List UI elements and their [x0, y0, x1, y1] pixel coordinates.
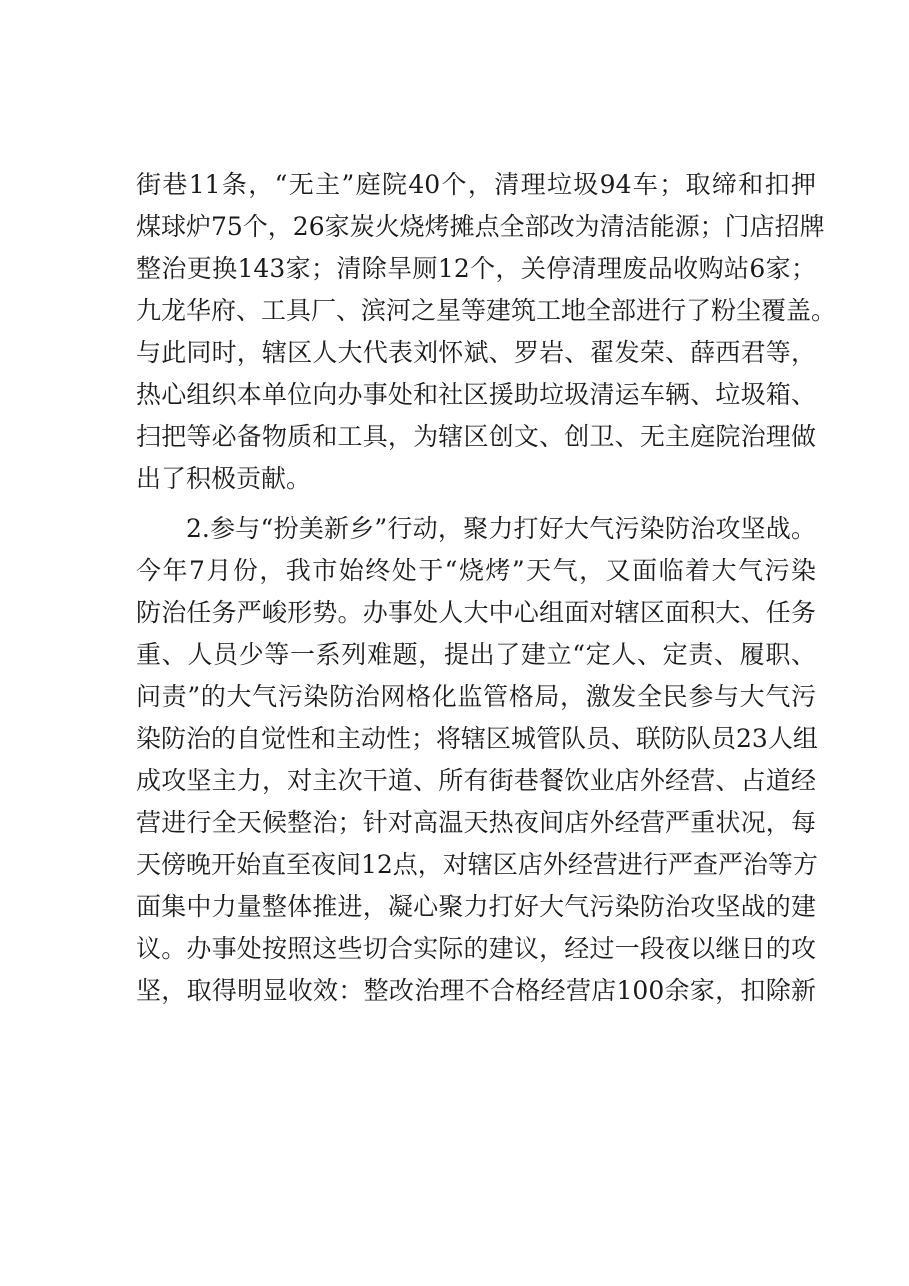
- text-line: 营进行全天候整治；针对高温天热夜间店外经营严重状况，每: [136, 808, 816, 837]
- text-line: 重、人员少等一系列难题，提出了建立“定人、定责、履职、: [136, 640, 816, 669]
- text-line: 坚，取得明显收效：整改治理不合格经营店100余家，扣除新: [136, 976, 816, 1005]
- text-line: 议。办事处按照这些切合实际的建议，经过一段夜以继日的攻: [136, 934, 816, 963]
- text-line: 今年7月份，我市始终处于“烧烤”天气，又面临着大气污染: [136, 556, 816, 585]
- text-line: 问责”的大气污染防治网格化监管格局，激发全民参与大气污: [136, 682, 816, 711]
- paragraph-2: [136, 508, 816, 1012]
- paragraph-1: [136, 164, 837, 500]
- text-line: 整治更换143家；清除旱厕12个，关停清理废品收购站6家；: [136, 254, 816, 283]
- text-line: 染防治的自觉性和主动性；将辖区城管队员、联防队员23人组: [136, 724, 818, 753]
- text-line: 煤球炉75个，26家炭火烧烤摊点全部改为清洁能源；门店招牌: [136, 212, 825, 241]
- body-text: [136, 164, 837, 1012]
- text-line: 九龙华府、工具厂、滨河之星等建筑工地全部进行了粉尘覆盖。: [136, 296, 837, 325]
- text-line: 面集中力量整体推进，凝心聚力打好大气污染防治攻坚战的建: [136, 892, 816, 921]
- text-line: 天傍晚开始直至夜间12点，对辖区店外经营进行严查严治等方: [136, 850, 818, 879]
- text-line: 成攻坚主力，对主次干道、所有街巷餐饮业店外经营、占道经: [136, 766, 816, 795]
- text-line: 热心组织本单位向办事处和社区援助垃圾清运车辆、垃圾箱、: [136, 380, 816, 409]
- text-line: 2.参与“扮美新乡”行动，聚力打好大气污染防治攻坚战。: [186, 514, 816, 543]
- text-line: 出了积极贡献。: [136, 464, 312, 493]
- text-line: 与此同时，辖区人大代表刘怀斌、罗岩、翟发荣、薛西君等，: [136, 338, 816, 367]
- text-line: 街巷11条，“无主”庭院40个，清理垃圾94车；取缔和扣押: [136, 170, 816, 199]
- text-line: 扫把等必备物质和工具，为辖区创文、创卫、无主庭院治理做: [136, 422, 816, 451]
- paragraph-gap: [136, 500, 816, 508]
- text-line: 防治任务严峻形势。办事处人大中心组面对辖区面积大、任务: [136, 598, 816, 627]
